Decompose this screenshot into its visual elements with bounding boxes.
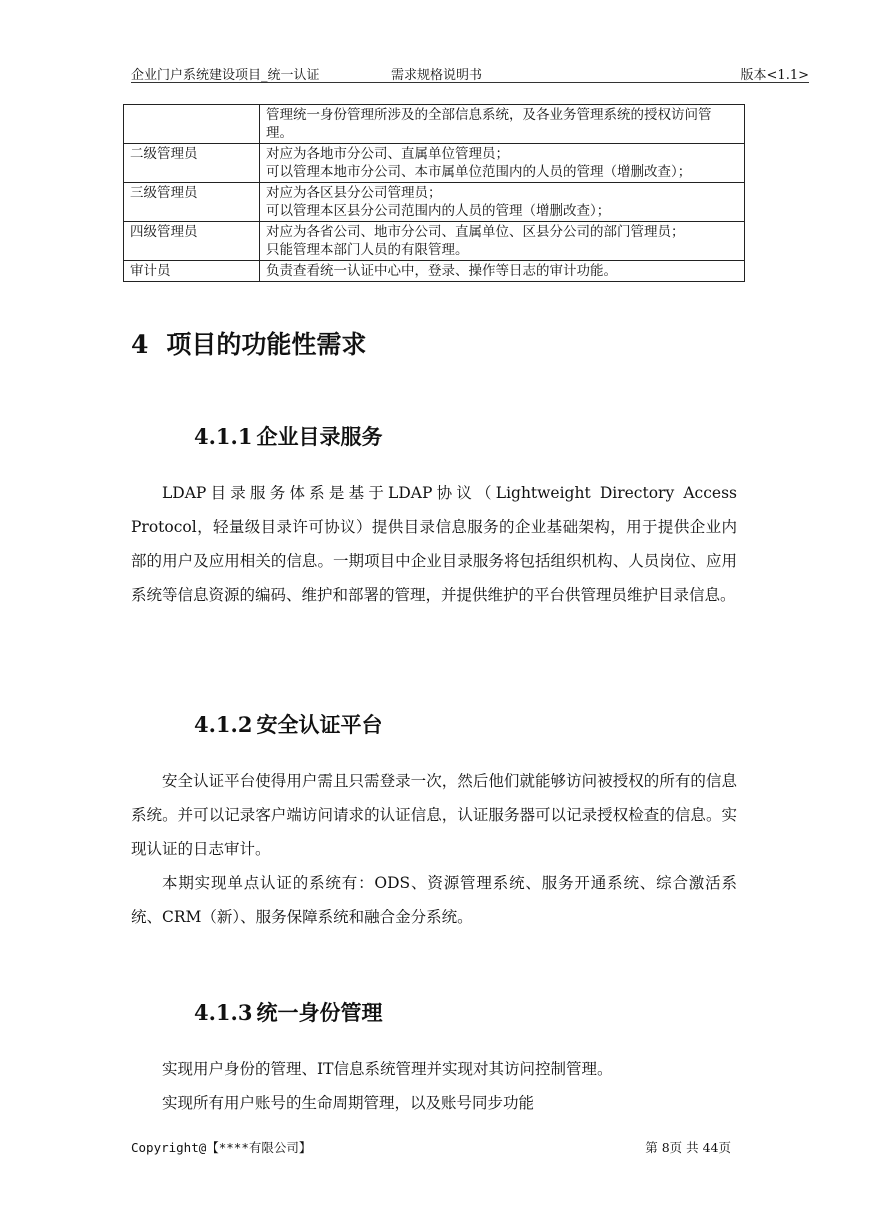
header-project: 企业门户系统建设项目_统一认证: [131, 68, 320, 83]
section-title: 项目的功能性需求: [166, 330, 367, 359]
section-number: 4: [131, 330, 149, 359]
role-cell: [124, 105, 260, 144]
section-heading-4-1-2: [194, 709, 382, 739]
section-heading-4: [131, 325, 366, 361]
roles-table: [123, 104, 745, 282]
table-row: [124, 144, 745, 183]
role-desc-cell: 管理统一身份管理所涉及的全部信息系统，及各业务管理系统的授权访问管理。: [260, 105, 745, 144]
role-desc-cell: 对应为各省公司、地市分公司、直属单位、区县分公司的部门管理员； 只能管理本部门人员的有限管理。: [260, 222, 745, 261]
role-cell: 四级管理员: [124, 222, 260, 261]
table-row: [124, 183, 745, 222]
paragraph-sso-systems: 本期实现单点认证的系统有：ODS、资源管理系统、服务开通系统、综合激活系统、CRM（新）、服务保障系统和融合金分系统。: [131, 874, 737, 926]
section-heading-4-1-3: [194, 997, 382, 1027]
header-version: 版本<1.1>: [740, 68, 809, 83]
paragraph-directory-service: LDAP目录服务体系是基于LDAP协议（Lightweight Directory Access Protocol，轻量级目录许可协议）提供目录信息服务的企业基础架构，用于提供企业内部的用户及应用相关的信息。一期项目中企业目录服务将包括组织机构、人员岗位、应用系统等信息资源的编码、维护和部署的管理，并提供维护的平台供管理员维护目录信息。: [131, 484, 737, 604]
paragraph-identity-mgmt-1: 实现用户身份的管理、IT信息系统管理并实现对其访问控制管理。: [162, 1060, 613, 1078]
paragraph-identity-mgmt-2: 实现所有用户账号的生命周期管理，以及账号同步功能: [162, 1094, 535, 1112]
role-cell: 二级管理员: [124, 144, 260, 183]
table-row: [124, 105, 745, 144]
role-cell: 三级管理员: [124, 183, 260, 222]
role-desc-cell: 对应为各区县分公司管理员； 可以管理本区县分公司范围内的人员的管理（增删改查）；: [260, 183, 745, 222]
page-header: [131, 62, 809, 83]
footer-copyright: Copyright@【****有限公司】: [131, 1140, 312, 1155]
section-title: 安全认证平台: [256, 713, 383, 737]
section-number: 4.1.3: [194, 1000, 253, 1025]
table-row: [124, 222, 745, 261]
section-heading-4-1-1: [194, 421, 382, 451]
section-title: 企业目录服务: [256, 425, 383, 449]
paragraph-auth-platform: 安全认证平台使得用户需且只需登录一次，然后他们就能够访问被授权的所有的信息系统。并可以记录客户端访问请求的认证信息，认证服务器可以记录授权检查的信息。实现认证的日志审计。: [131, 772, 737, 858]
footer-page-number: 第 8页 共 44页: [645, 1140, 731, 1155]
table-row: [124, 261, 745, 282]
role-desc-cell: 对应为各地市分公司、直属单位管理员； 可以管理本地市分公司、本市属单位范围内的人员的管理（增删改查）；: [260, 144, 745, 183]
section-number: 4.1.1: [194, 424, 253, 449]
role-desc-cell: 负责查看统一认证中心中，登录、操作等日志的审计功能。: [260, 261, 745, 282]
role-cell: 审计员: [124, 261, 260, 282]
header-doc-type: 需求规格说明书: [391, 68, 483, 83]
section-number: 4.1.2: [194, 712, 253, 737]
section-title: 统一身份管理: [256, 1001, 383, 1025]
